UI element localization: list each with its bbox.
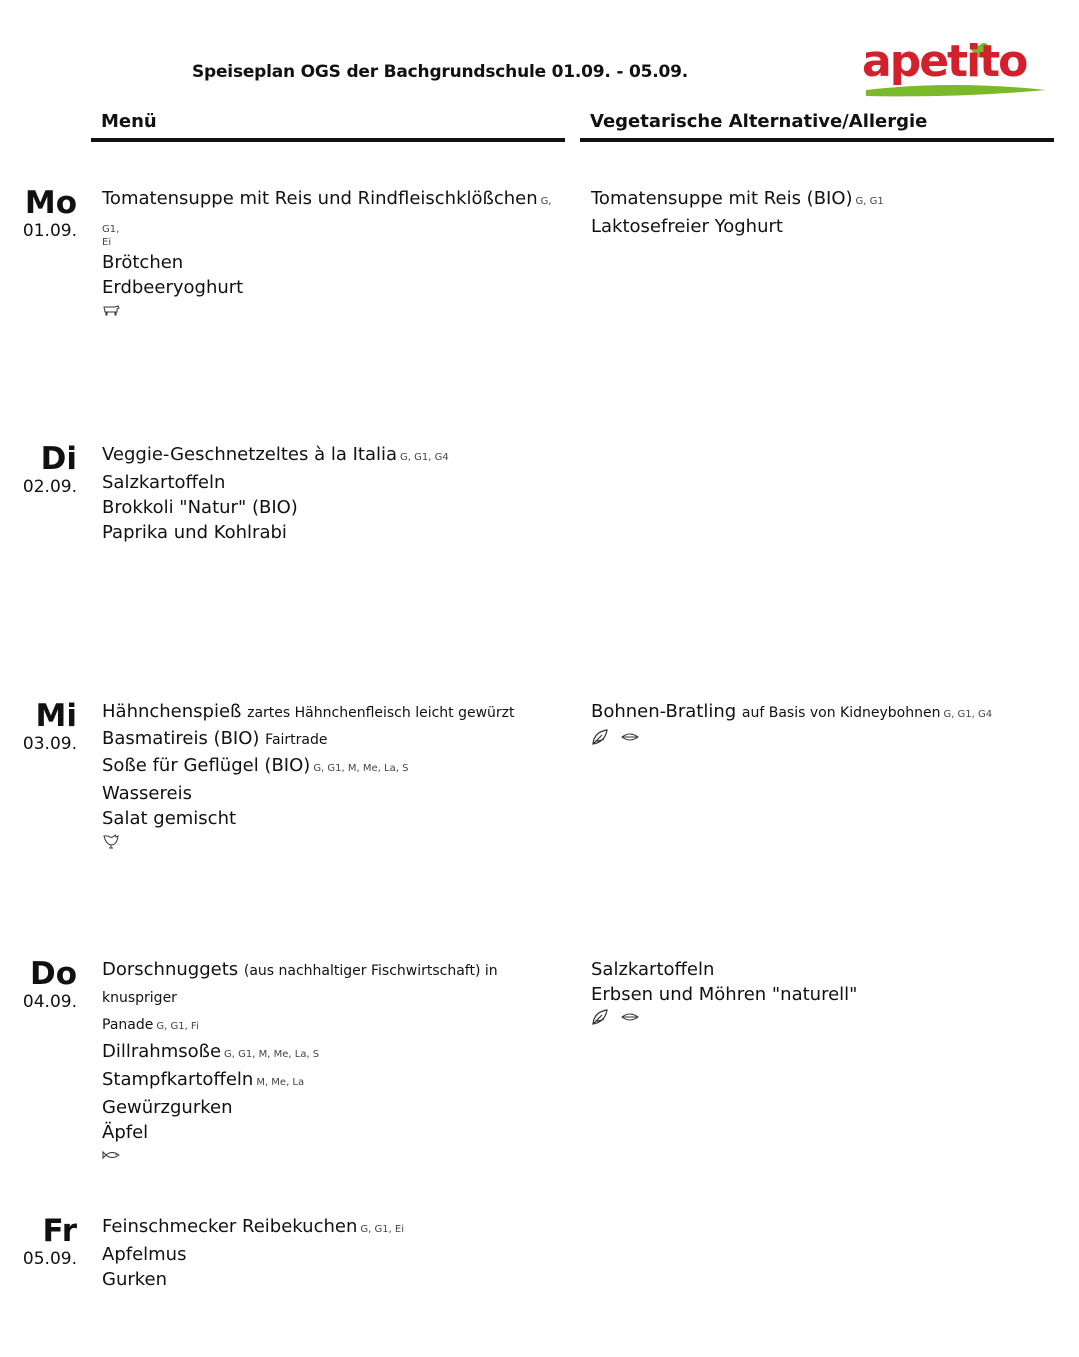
dish-name: Veggie-Geschnetzeltes à la Italia bbox=[102, 444, 398, 465]
cow-icon bbox=[102, 304, 120, 316]
dish-name: Hähnchenspieß bbox=[102, 701, 242, 722]
day-date: 02.09. bbox=[22, 477, 77, 497]
dish-name: Stampfkartoffeln bbox=[102, 1069, 254, 1090]
menu-item bbox=[102, 250, 557, 275]
allergen-codes: G, G1, G4 bbox=[943, 709, 993, 720]
allergen-codes: G, G1, M, Me, La, S bbox=[313, 763, 409, 774]
allergen-codes: G, G1, M, Me, La, S bbox=[224, 1049, 320, 1060]
diet-icons bbox=[102, 301, 557, 319]
dish-description: zartes Hähnchenfleisch leicht gewürzt bbox=[247, 705, 515, 721]
menu-item bbox=[102, 1120, 557, 1145]
day-name: Di bbox=[40, 441, 77, 477]
menu-column bbox=[102, 186, 557, 319]
dish-name: Paprika und Kohlrabi bbox=[102, 522, 287, 543]
menu-column bbox=[102, 957, 557, 1164]
dish-name: Laktosefreier Yoghurt bbox=[591, 216, 783, 237]
menu-item bbox=[102, 726, 557, 753]
vegan-icon bbox=[621, 732, 639, 742]
menu-item bbox=[102, 470, 557, 495]
dish-name: Apfelmus bbox=[102, 1244, 187, 1265]
allergen-codes: G, G1, Fi bbox=[156, 1021, 199, 1032]
fish-icon bbox=[102, 1150, 120, 1160]
vegetarian-column bbox=[591, 699, 1051, 746]
menu-item bbox=[102, 520, 557, 545]
menu-item bbox=[102, 1242, 557, 1267]
dish-name: Soße für Geflügel (BIO) bbox=[102, 755, 311, 776]
menu-item bbox=[102, 495, 557, 520]
day-name: Mi bbox=[35, 698, 77, 734]
menu-column bbox=[102, 1214, 557, 1292]
menu-item bbox=[102, 1095, 557, 1120]
dish-name: Erdbeeryoghurt bbox=[102, 277, 244, 298]
dish-name: Äpfel bbox=[102, 1122, 149, 1143]
day-name: Do bbox=[29, 956, 77, 992]
menu-column bbox=[102, 699, 557, 850]
dish-name: Basmatireis (BIO) bbox=[102, 728, 260, 749]
allergen-codes: M, Me, La bbox=[256, 1077, 305, 1088]
vegetarian-column bbox=[591, 957, 1051, 1026]
allergen-codes: G, G1, G4 bbox=[400, 452, 449, 463]
dish-name: Gewürzgurken bbox=[102, 1097, 233, 1118]
diet-icons bbox=[102, 832, 557, 850]
allergen-codes-continued: Ei bbox=[102, 237, 112, 248]
veg-item bbox=[591, 699, 1051, 727]
menu-item bbox=[102, 699, 557, 726]
dish-name: Salzkartoffeln bbox=[102, 472, 226, 493]
day-name: Mo bbox=[24, 185, 77, 221]
dish-name: Salzkartoffeln bbox=[591, 959, 715, 980]
column-header-menu: Menü bbox=[91, 111, 565, 142]
chicken-icon bbox=[102, 833, 120, 849]
column-header-vegetarian: Vegetarische Alternative/Allergie bbox=[580, 111, 1054, 142]
vegetarian-column bbox=[591, 186, 1051, 239]
menu-item bbox=[102, 275, 557, 300]
dish-name: Feinschmecker Reibekuchen bbox=[102, 1216, 358, 1237]
day-date: 04.09. bbox=[22, 992, 77, 1012]
diet-icons bbox=[591, 728, 1051, 746]
menu-item bbox=[102, 753, 557, 781]
day-date: 01.09. bbox=[22, 221, 77, 241]
dish-name: Salat gemischt bbox=[102, 808, 237, 829]
diet-icons bbox=[591, 1008, 1051, 1026]
dish-description: (aus nachhaltiger Fischwirtschaft) in knuspriger bbox=[102, 963, 498, 1006]
menu-item bbox=[102, 442, 557, 470]
day-date: 03.09. bbox=[22, 734, 77, 754]
logo-wordmark: apetito bbox=[862, 36, 1027, 87]
day-date: 05.09. bbox=[22, 1249, 77, 1269]
menu-item bbox=[102, 1267, 557, 1292]
dish-name: Erbsen und Möhren "naturell" bbox=[591, 984, 858, 1005]
veg-item bbox=[591, 982, 1051, 1007]
menu-item bbox=[102, 781, 557, 806]
leaf-icon bbox=[591, 729, 609, 745]
dish-description: Fairtrade bbox=[265, 732, 328, 748]
dish-name: Tomatensuppe mit Reis (BIO) bbox=[591, 188, 853, 209]
allergen-codes: G, G1, Ei bbox=[360, 1224, 405, 1235]
menu-item bbox=[102, 1067, 557, 1095]
dish-description-continued: Panade bbox=[102, 1017, 154, 1033]
menu-item bbox=[102, 806, 557, 831]
dish-name: Dillrahmsoße bbox=[102, 1041, 222, 1062]
veg-item bbox=[591, 957, 1051, 982]
dish-name: Dorschnuggets bbox=[102, 959, 239, 980]
menu-item bbox=[102, 1039, 557, 1067]
allergen-codes: G, G1 bbox=[855, 196, 884, 207]
leaf-icon bbox=[591, 1009, 609, 1025]
menu-item bbox=[102, 957, 557, 1039]
diet-icons bbox=[102, 1146, 557, 1164]
allergen-codes: G, G1, bbox=[102, 196, 552, 235]
menu-column bbox=[102, 442, 557, 545]
dish-name: Wassereis bbox=[102, 783, 192, 804]
dish-name: Bohnen-Bratling bbox=[591, 701, 737, 722]
veg-item bbox=[591, 186, 1051, 214]
dish-name: Tomatensuppe mit Reis und Rindfleischklößchen bbox=[102, 188, 538, 209]
dish-name: Brötchen bbox=[102, 252, 184, 273]
vegan-icon bbox=[621, 1012, 639, 1022]
dish-name: Gurken bbox=[102, 1269, 168, 1290]
dish-description: auf Basis von Kidneybohnen bbox=[741, 705, 941, 721]
day-name: Fr bbox=[42, 1213, 77, 1249]
apetito-logo bbox=[858, 36, 1053, 102]
menu-item bbox=[102, 186, 557, 248]
menu-item bbox=[102, 1214, 557, 1242]
page-title: Speiseplan OGS der Bachgrundschule 01.09. - 05.09. bbox=[191, 62, 689, 82]
dish-name: Brokkoli "Natur" (BIO) bbox=[102, 497, 298, 518]
veg-item bbox=[591, 214, 1051, 239]
